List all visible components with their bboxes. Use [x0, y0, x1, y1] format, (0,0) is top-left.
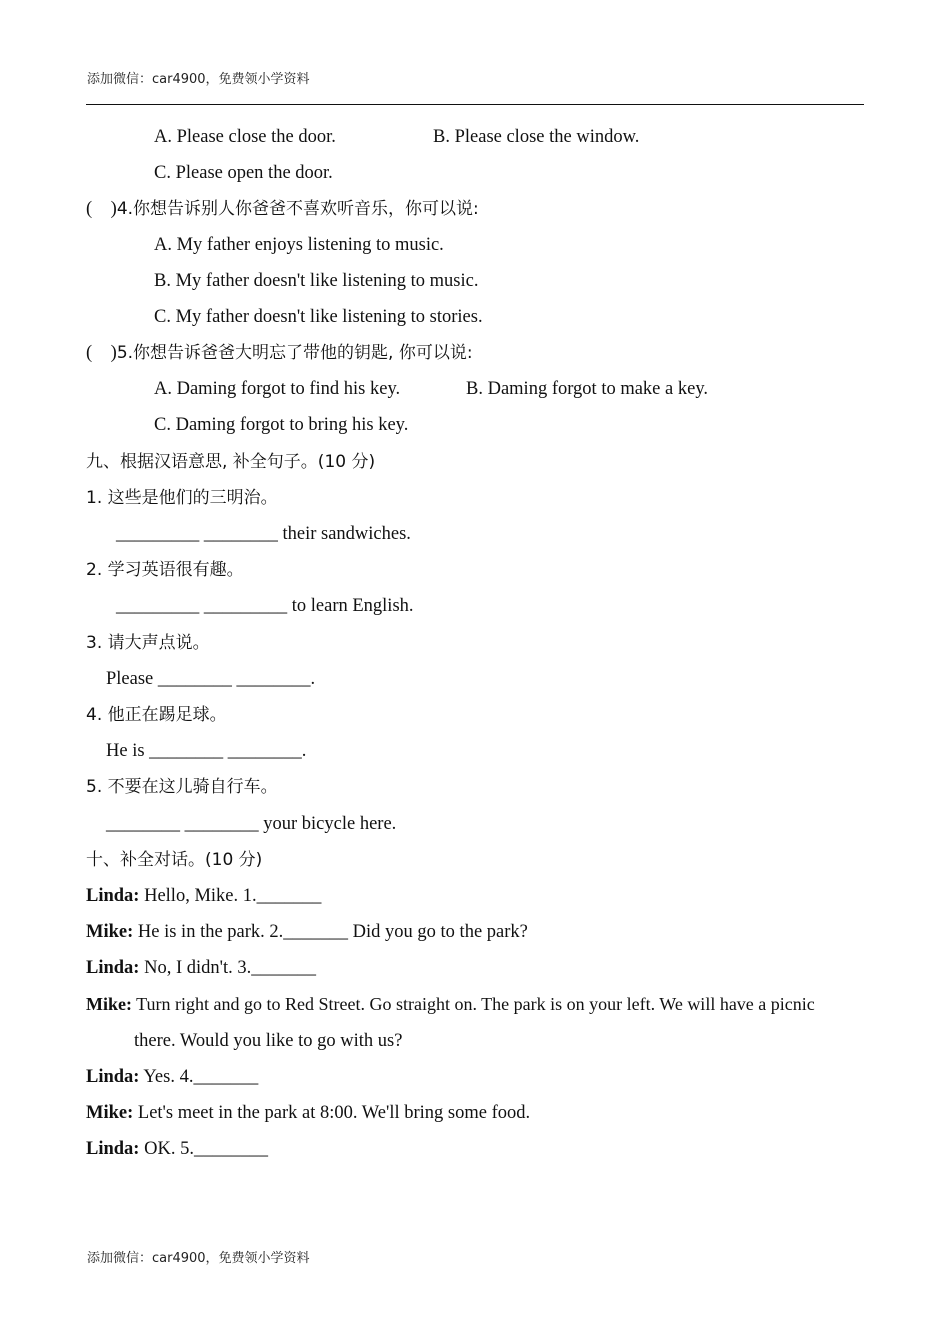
speaker-linda: Linda:: [86, 1139, 140, 1159]
s9-item3-english: Please ________ ________.: [106, 669, 316, 689]
q3-option-b: B. Please close the window.: [433, 127, 640, 147]
dialog-line-4-continuation: there. Would you like to go with us?: [134, 1031, 403, 1051]
q4-option-a: A. My father enjoys listening to music.: [154, 235, 444, 255]
speaker-linda: Linda:: [86, 886, 140, 906]
q5-option-c: C. Daming forgot to bring his key.: [154, 415, 409, 435]
q4-answer-bracket: ( ): [86, 199, 117, 219]
section10-title: 十、补全对话。(10 分): [86, 850, 263, 870]
dialog-text: No, I didn't. 3._______: [139, 958, 316, 978]
dialog-line-4: [86, 993, 815, 1015]
dialog-text: Yes. 4._______: [139, 1067, 259, 1087]
dialog-line-2: [86, 921, 528, 943]
q3-option-c: C. Please open the door.: [154, 163, 333, 183]
s9-item1-chinese: 1. 这些是他们的三明治。: [86, 488, 278, 508]
q4-prompt: 4.你想告诉别人你爸爸不喜欢听音乐，你可以说:: [116, 199, 479, 219]
dialog-line-3: [86, 957, 316, 979]
speaker-mike: Mike:: [86, 922, 134, 942]
s9-item3-chinese: 3. 请大声点说。: [86, 633, 210, 653]
s9-item5-chinese: 5. 不要在这儿骑自行车。: [86, 777, 278, 797]
speaker-linda: Linda:: [86, 1067, 140, 1087]
speaker-linda: Linda:: [86, 958, 140, 978]
dialog-text: Hello, Mike. 1._______: [139, 886, 322, 906]
q5-option-b: B. Daming forgot to make a key.: [466, 379, 708, 399]
q5-row: [86, 342, 473, 364]
dialog-line-7: [86, 1138, 268, 1160]
s9-item2-english: _________ _________ to learn English.: [116, 596, 414, 616]
q5-option-a: A. Daming forgot to find his key.: [154, 379, 401, 399]
q5-answer-bracket: ( ): [86, 343, 117, 363]
header-rule: [86, 104, 864, 105]
dialog-text: Turn right and go to Red Street. Go straight on. The park is on your left. We will have a picnic: [131, 994, 815, 1014]
dialog-text: Let's meet in the park at 8:00. We'll bring some food.: [133, 1103, 531, 1123]
dialog-text: OK. 5.________: [139, 1139, 268, 1159]
q3-option-a: A. Please close the door.: [154, 127, 336, 147]
q4-row: [86, 198, 479, 220]
dialog-line-5: [86, 1066, 258, 1088]
dialog-line-1: [86, 885, 321, 907]
q4-option-b: B. My father doesn't like listening to music.: [154, 271, 479, 291]
section9-title: 九、根据汉语意思, 补全句子。(10 分): [86, 452, 376, 472]
s9-item2-chinese: 2. 学习英语很有趣。: [86, 560, 244, 580]
header-watermark: 添加微信：car4900，免费领小学资料: [87, 72, 310, 87]
dialog-text: He is in the park. 2._______ Did you go to the park?: [133, 922, 528, 942]
footer-watermark: 添加微信：car4900，免费领小学资料: [87, 1251, 310, 1266]
dialog-line-6: [86, 1102, 530, 1124]
s9-item4-english: He is ________ ________.: [106, 741, 307, 761]
speaker-mike: Mike:: [86, 1103, 134, 1123]
s9-item4-chinese: 4. 他正在踢足球。: [86, 705, 227, 725]
q5-prompt: 5.你想告诉爸爸大明忘了带他的钥匙, 你可以说:: [116, 343, 473, 363]
s9-item5-english: ________ ________ your bicycle here.: [106, 814, 397, 834]
q4-option-c: C. My father doesn't like listening to stories.: [154, 307, 483, 327]
speaker-mike: Mike:: [86, 994, 132, 1014]
s9-item1-english: _________ ________ their sandwiches.: [116, 524, 411, 544]
